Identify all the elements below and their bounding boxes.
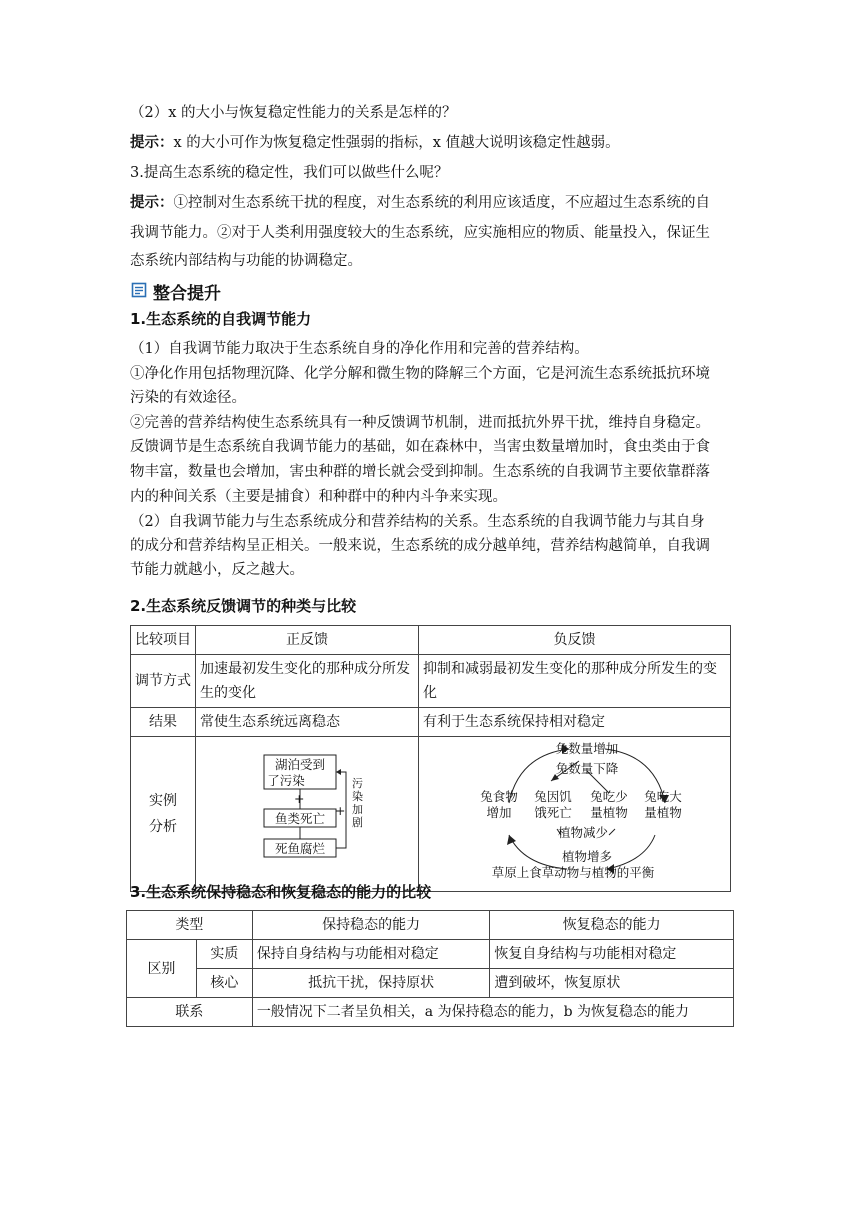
positive-feedback-diagram-cell	[196, 737, 419, 892]
hint-text: ①控制对生态系统干扰的程度，对生态系统的利用应该适度，不应超过生态系统的自	[173, 195, 710, 211]
heading-1: 1.生态系统的自我调节能力	[130, 310, 312, 328]
table-cell: 遭到破坏，恢复原状	[490, 969, 734, 998]
table-row	[131, 708, 731, 737]
table-row	[127, 911, 734, 940]
table-cell: 比较项目	[131, 626, 196, 655]
paragraph-line: 的成分和营养结构呈正相关。一般来说，生态系统的成分越单纯，营养结构越简单，自我调	[130, 538, 710, 554]
table-cell: 保持稳态的能力	[252, 911, 490, 940]
table-cell: 保持自身结构与功能相对稳定	[252, 940, 490, 969]
negative-feedback-diagram-cell	[419, 737, 731, 892]
table-cell: 恢复自身结构与功能相对稳定	[490, 940, 734, 969]
table-cell: 正反馈	[196, 626, 419, 655]
table-cell: 实例分析	[131, 737, 196, 892]
heading-2: 2.生态系统反馈调节的种类与比较	[130, 597, 357, 615]
paragraph-line: ①净化作用包括物理沉降、化学分解和微生物的降解三个方面，它是河流生态系统抵抗环境	[130, 366, 710, 382]
table-cell: 负反馈	[419, 626, 731, 655]
box-polluted-lake: 湖泊受到	[274, 757, 326, 772]
table-cell: 调节方式	[131, 655, 196, 708]
plus-sign: +	[335, 803, 346, 818]
table-cell: 一般情况下二者呈负相关，a 为保持稳态的能力，b 为恢复稳态的能力	[252, 998, 733, 1027]
table-cell: 结果	[131, 708, 196, 737]
table-cell: 区别	[127, 940, 197, 998]
box-fish-death: 鱼类死亡	[274, 811, 326, 826]
question-2: （2）x 的大小与恢复稳定性能力的关系是怎样的？	[130, 105, 457, 121]
side-label-char: 剧	[352, 816, 363, 829]
paragraph-line: 节能力就越小，反之越大。	[130, 562, 304, 578]
paragraph-line: 反馈调节是生态系统自我调节能力的基础，如在森林中，当害虫数量增加时，食虫类由于食	[130, 439, 710, 455]
table-cell: 核心	[196, 969, 252, 998]
node-rabbit-decrease: 兔数量下降	[555, 761, 619, 776]
node-eat-more-l2: 量植物	[644, 805, 682, 820]
heading-3: 3.生态系统保持稳态和恢复稳态的能力的比较	[130, 883, 432, 901]
table-cell: 抵抗干扰，保持原状	[252, 969, 490, 998]
box-fish-rot: 死鱼腐烂	[274, 841, 326, 856]
hint-3-line-2: 我调节能力。②对于人类利用强度较大的生态系统，应实施相应的物质、能量投入，保证生	[130, 225, 710, 241]
table-row	[131, 737, 731, 892]
table-row	[131, 626, 731, 655]
section-title: 整合提升	[153, 284, 221, 304]
node-starvation-l1: 兔因饥	[534, 789, 572, 804]
box-polluted-lake-line2: 了污染	[267, 773, 305, 788]
table-cell: 恢复稳态的能力	[490, 911, 734, 940]
plus-sign: +	[294, 791, 305, 806]
side-label-char: 染	[352, 790, 363, 803]
table-cell: 实质	[196, 940, 252, 969]
node-rabbit-food-l1: 兔食物	[480, 789, 518, 804]
node-starvation-l2: 饿死亡	[534, 805, 572, 820]
table-row	[131, 655, 731, 708]
hint-label: 提示：	[130, 195, 174, 211]
stability-comparison-table	[126, 910, 734, 1027]
node-eat-less-l1: 兔吃少	[590, 789, 628, 804]
document-list-icon	[131, 282, 147, 298]
node-rabbit-food-l2: 增加	[486, 805, 512, 820]
table-cell: 加速最初发生变化的那种成分所发生的变化	[196, 655, 419, 708]
positive-feedback-diagram	[196, 737, 418, 883]
node-plants-decrease: 植物减少	[557, 825, 609, 840]
table-row	[127, 969, 734, 998]
diagram-caption: 草原上食草动物与植物的平衡	[491, 865, 655, 880]
negative-feedback-diagram	[419, 737, 730, 883]
node-eat-more-l1: 兔吃大	[644, 789, 682, 804]
table-cell: 有利于生态系统保持相对稳定	[419, 708, 731, 737]
table-cell: 抑制和减弱最初发生变化的那种成分所发生的变化	[419, 655, 731, 708]
table-cell: 类型	[127, 911, 253, 940]
hint-2	[130, 133, 730, 153]
side-label-char: 加	[352, 803, 363, 816]
node-plants-increase: 植物增多	[561, 849, 613, 864]
paragraph-line: 污染的有效途径。	[130, 390, 246, 406]
table-row	[127, 998, 734, 1027]
side-label-char: 污	[352, 777, 363, 790]
question-3: 3.提高生态系统的稳定性，我们可以做些什么呢？	[130, 165, 449, 181]
hint-label: 提示：	[130, 135, 174, 151]
node-eat-less-l2: 量植物	[590, 805, 628, 820]
paragraph-line: 物丰富，数量也会增加，害虫种群的增长就会受到抑制。生态系统的自我调节主要依靠群落	[130, 464, 710, 480]
table-cell: 常使生态系统远离稳态	[196, 708, 419, 737]
paragraph-line: ②完善的营养结构使生态系统具有一种反馈调节机制，进而抵抗外界干扰，维持自身稳定。	[130, 415, 710, 431]
paragraph-line: 内的种间关系（主要是捕食）和种群中的种内斗争来实现。	[130, 489, 507, 505]
paragraph-line: （1）自我调节能力取决于生态系统自身的净化作用和完善的营养结构。	[130, 341, 589, 357]
table-row	[127, 940, 734, 969]
hint-3-line-3: 态系统内部结构与功能的协调稳定。	[130, 253, 362, 269]
hint-text: x 的大小可作为恢复稳定性强弱的指标，x 值越大说明该稳定性越弱。	[173, 135, 620, 151]
hint-3-line-1	[130, 193, 730, 213]
paragraph-line: （2）自我调节能力与生态系统成分和营养结构的关系。生态系统的自我调节能力与其自身	[130, 514, 705, 530]
table-cell: 联系	[127, 998, 253, 1027]
node-rabbit-increase: 兔数量增加	[555, 741, 619, 756]
feedback-comparison-table	[130, 625, 731, 892]
